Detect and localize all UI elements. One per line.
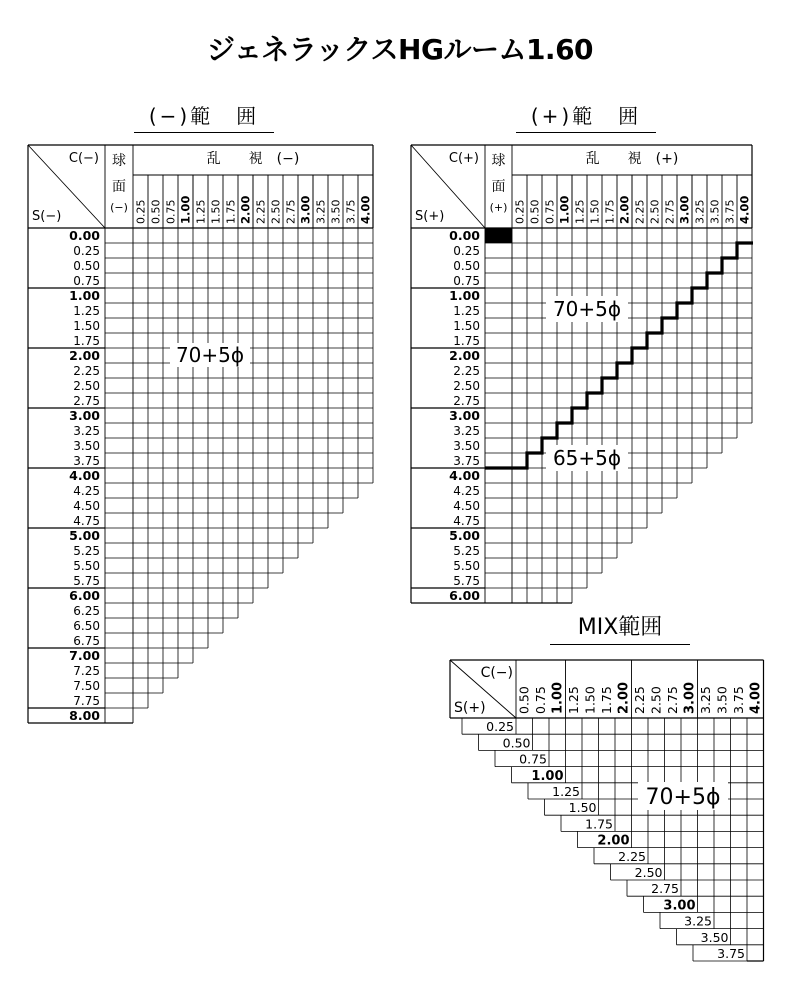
sphere-tick-label: 0.00 <box>449 228 480 243</box>
sphere-tick-label: 3.75 <box>453 454 480 468</box>
sphere-tick-label: 2.50 <box>634 865 663 880</box>
plus-range-upper-label: 70+5ϕ <box>552 297 622 321</box>
cylinder-tick-label: 1.00 <box>178 195 193 224</box>
sphere-tick-label: 2.25 <box>618 848 646 864</box>
sphere-header-char: 球 <box>491 153 506 169</box>
cylinder-tick-label: 3.25 <box>314 199 328 224</box>
cylinder-tick-label: 4.00 <box>737 195 752 224</box>
cylinder-tick-label: 1.25 <box>565 686 581 714</box>
sphere-tick-label: 3.00 <box>449 408 480 423</box>
sphere-tick-label: 1.00 <box>449 288 480 303</box>
cylinder-tick-label: 0.50 <box>528 199 542 224</box>
sphere-tick-label: 7.75 <box>73 694 100 708</box>
sphere-tick-label: 2.50 <box>73 379 100 393</box>
corner-cyl-label: C(−) <box>68 151 99 166</box>
sphere-tick-label: 4.00 <box>69 468 100 483</box>
sphere-tick-label: 5.75 <box>73 574 100 588</box>
cylinder-tick-label: 2.50 <box>269 199 283 224</box>
sphere-tick-label: 2.75 <box>651 881 679 897</box>
cylinder-tick-label: 2.75 <box>284 199 298 224</box>
cylinder-tick-label: 0.75 <box>532 686 548 714</box>
cylinder-tick-label: 2.75 <box>664 686 680 714</box>
cylinder-tick-label: 0.50 <box>516 686 532 714</box>
cylinder-tick-label: 2.00 <box>617 195 632 224</box>
minus-range-label: 70+5ϕ <box>175 343 245 367</box>
sphere-tick-label: 3.25 <box>453 424 480 438</box>
cylinder-tick-label: 2.50 <box>648 199 662 224</box>
plus-range-heading: (+)範 囲 <box>516 100 656 129</box>
cylinder-tick-label: 1.00 <box>550 681 566 714</box>
cylinder-tick-label: 1.50 <box>588 199 602 224</box>
sphere-tick-label: 3.50 <box>700 929 729 945</box>
cylinder-header: 乱 視 (−) <box>206 151 300 167</box>
sphere-tick-label: 7.50 <box>73 679 100 693</box>
cylinder-tick-label: 3.75 <box>730 686 746 714</box>
cylinder-tick-label: 3.00 <box>682 681 698 714</box>
sphere-tick-label: 1.00 <box>69 288 100 303</box>
sphere-tick-label: 2.50 <box>453 379 480 393</box>
cylinder-tick-label: 4.00 <box>748 681 764 714</box>
cylinder-tick-label: 0.25 <box>134 199 148 224</box>
sphere-header-char: 球 <box>112 153 126 169</box>
sphere-tick-label: 1.00 <box>531 768 564 784</box>
sphere-tick-label: 1.75 <box>585 816 613 832</box>
sphere-tick-label: 2.25 <box>73 364 100 378</box>
cylinder-tick-label: 2.50 <box>648 686 664 714</box>
sphere-header-char: 面 <box>112 179 126 195</box>
sphere-tick-label: 1.75 <box>453 334 480 348</box>
sphere-tick-label: 3.50 <box>73 439 100 453</box>
sphere-tick-label: 0.75 <box>453 274 480 288</box>
sphere-tick-label: 2.75 <box>73 394 100 408</box>
cylinder-tick-label: 4.00 <box>358 195 373 224</box>
sphere-tick-label: 3.75 <box>717 946 745 961</box>
cylinder-tick-label: 2.00 <box>238 195 253 224</box>
sphere-tick-label: 0.50 <box>453 259 480 273</box>
sphere-tick-label: 5.50 <box>73 559 100 573</box>
cylinder-tick-label: 1.50 <box>209 199 223 224</box>
cylinder-header: 乱 視 (+) <box>585 151 679 167</box>
sphere-tick-label: 3.75 <box>73 454 100 468</box>
corner-sph-label: S(+) <box>454 700 486 716</box>
cylinder-tick-label: 1.25 <box>573 199 587 224</box>
cylinder-tick-label: 1.50 <box>582 686 598 714</box>
cylinder-tick-label: 3.75 <box>344 199 358 224</box>
sphere-tick-label: 1.50 <box>568 800 597 816</box>
sphere-tick-label: 6.00 <box>449 588 480 603</box>
sphere-tick-label: 3.00 <box>663 898 696 914</box>
corner-sph-label: S(+) <box>415 209 445 224</box>
cylinder-tick-label: 2.75 <box>663 199 677 224</box>
sphere-tick-label: 4.50 <box>73 499 100 513</box>
cylinder-tick-label: 1.75 <box>224 199 238 224</box>
sphere-tick-label: 2.00 <box>597 833 630 849</box>
sphere-tick-label: 0.50 <box>502 735 531 751</box>
corner-sph-label: S(−) <box>32 209 62 224</box>
cylinder-tick-label: 3.50 <box>329 199 343 224</box>
corner-cyl-label: C(+) <box>448 151 479 166</box>
sphere-tick-label: 1.75 <box>73 334 100 348</box>
sphere-tick-label: 0.25 <box>486 719 514 735</box>
sphere-tick-label: 5.00 <box>449 528 480 543</box>
cylinder-tick-label: 3.00 <box>677 195 692 224</box>
sphere-header-sign: (+) <box>489 201 508 214</box>
sphere-tick-label: 0.25 <box>453 244 480 258</box>
cylinder-tick-label: 3.25 <box>693 199 707 224</box>
sphere-header-sign: (−) <box>110 201 128 214</box>
sphere-tick-label: 3.50 <box>453 439 480 453</box>
sphere-tick-label: 4.25 <box>453 484 480 498</box>
cylinder-tick-label: 1.25 <box>194 199 208 224</box>
cylinder-tick-label: 1.75 <box>598 686 614 714</box>
mix-range-label: 70+5ϕ <box>645 785 721 810</box>
sphere-tick-label: 3.25 <box>684 913 712 929</box>
sphere-tick-label: 7.25 <box>73 664 100 678</box>
plus-range-lower-label: 65+5ϕ <box>552 446 622 470</box>
sphere-tick-label: 1.50 <box>73 319 100 333</box>
minus-range-heading: (−)範 囲 <box>134 100 274 129</box>
sphere-tick-label: 1.25 <box>552 784 580 799</box>
cylinder-tick-label: 2.25 <box>633 199 647 224</box>
sphere-tick-label: 1.25 <box>73 304 100 318</box>
sphere-tick-label: 3.00 <box>69 408 100 423</box>
cylinder-tick-label: 3.50 <box>708 199 722 224</box>
sphere-tick-label: 5.25 <box>453 544 480 558</box>
sphere-tick-label: 5.25 <box>73 544 100 558</box>
cylinder-tick-label: 2.25 <box>254 199 268 224</box>
cylinder-tick-label: 2.25 <box>631 686 647 714</box>
sphere-tick-label: 2.00 <box>449 348 480 363</box>
sphere-tick-label: 5.00 <box>69 528 100 543</box>
sphere-tick-label: 6.00 <box>69 588 100 603</box>
cylinder-tick-label: 3.00 <box>298 195 313 224</box>
sphere-tick-label: 5.50 <box>453 559 480 573</box>
sphere-tick-label: 4.75 <box>453 514 480 528</box>
sphere-tick-label: 8.00 <box>69 708 100 723</box>
cylinder-tick-label: 0.50 <box>149 199 163 224</box>
sphere-tick-label: 2.00 <box>69 348 100 363</box>
corner-cyl-label: C(−) <box>480 665 513 681</box>
cylinder-tick-label: 1.00 <box>557 195 572 224</box>
cylinder-tick-label: 1.75 <box>603 199 617 224</box>
sphere-tick-label: 0.25 <box>73 244 100 258</box>
sphere-tick-label: 7.00 <box>69 648 100 663</box>
sphere-tick-label: 2.75 <box>453 394 480 408</box>
cylinder-tick-label: 3.75 <box>723 199 737 224</box>
cylinder-tick-label: 0.25 <box>513 199 527 224</box>
cylinder-tick-label: 3.25 <box>697 686 713 714</box>
sphere-tick-label: 6.75 <box>73 634 100 648</box>
sphere-tick-label: 0.75 <box>519 751 547 767</box>
sphere-header-char: 面 <box>491 179 506 195</box>
page-title: ジェネラックスHGルーム1.60 <box>206 33 594 66</box>
sphere-tick-label: 1.25 <box>453 304 480 318</box>
sphere-tick-label: 0.00 <box>69 228 100 243</box>
sphere-tick-label: 5.75 <box>453 574 480 588</box>
sphere-tick-label: 6.25 <box>73 604 100 618</box>
sphere-tick-label: 4.75 <box>73 514 100 528</box>
cylinder-tick-label: 3.50 <box>714 686 730 714</box>
cylinder-tick-label: 0.75 <box>164 199 178 224</box>
cylinder-tick-label: 0.75 <box>543 199 557 224</box>
sphere-tick-label: 4.25 <box>73 484 100 498</box>
sphere-tick-label: 2.25 <box>453 364 480 378</box>
sphere-tick-label: 4.00 <box>449 468 480 483</box>
sphere-tick-label: 3.25 <box>73 424 100 438</box>
sphere-tick-label: 6.50 <box>73 619 100 633</box>
sphere-tick-label: 0.75 <box>73 274 100 288</box>
mix-range-heading: MIX範囲 <box>550 610 690 641</box>
sphere-tick-label: 0.50 <box>73 259 100 273</box>
sphere-tick-label: 4.50 <box>453 499 480 513</box>
sphere-tick-label: 1.50 <box>453 319 480 333</box>
cylinder-tick-label: 2.00 <box>616 681 632 714</box>
